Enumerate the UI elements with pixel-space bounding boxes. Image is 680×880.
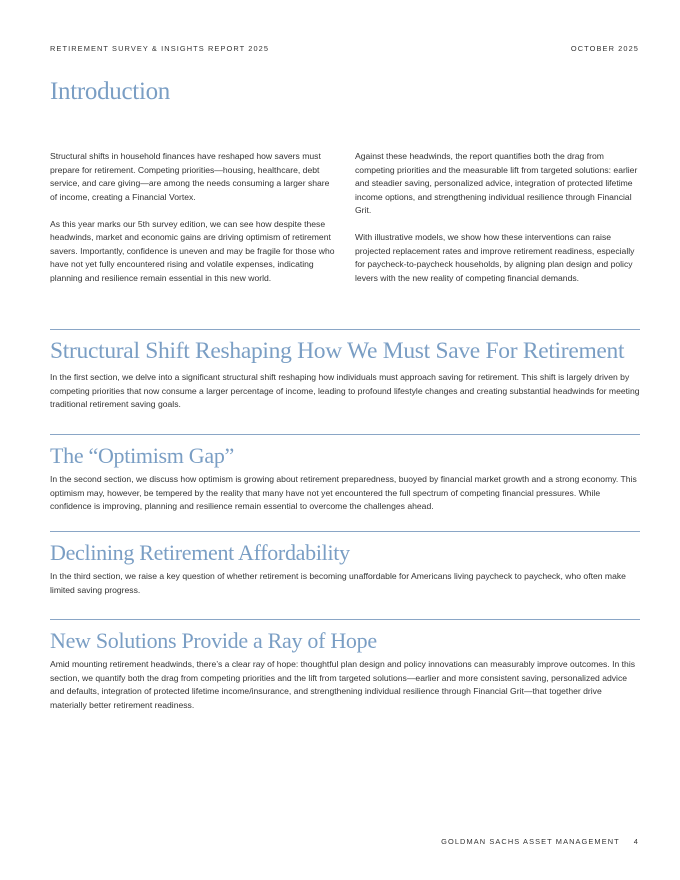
intro-column-left [50,150,335,299]
section-heading: Structural Shift Reshaping How We Must Save For Retirement [50,338,625,364]
section-body: Amid mounting retirement headwinds, there’s a clear ray of hope: thoughtful plan design and policy innovations can measurably improve outcomes. In this section, we quantify both the drag from competing priorities and the lift from targeted solutions—earlier and more consistent saving, personalized advice and defaults, integration of protected lifetime income/insurance, and strengthening individual resilience through Financial Grit—that together drive materially better retirement readiness. [50,659,636,710]
section-body: In the second section, we discuss how optimism is growing about retirement preparedness, buoyed by financial market growth and a strong economy. This optimism may, however, be tempered by the reality that many have not yet encountered the full spectrum of competing financial pressures. While confidence is improving, planning and resilience remain essential to overcome the challenges ahead. [50,474,637,511]
page-title: Introduction [50,78,170,105]
section-affordability [50,531,640,597]
section-divider [50,329,640,330]
section-optimism-gap [50,434,640,514]
section-heading: New Solutions Provide a Ray of Hope [50,628,377,653]
report-date: OCTOBER 2025 [570,44,639,53]
intro-paragraph: With illustrative models, we show how these interventions can raise projected replacement rates and improve retirement readiness, especially for paycheck-to-paycheck households, by aligning plan design and policy levers with the new reality of competing financial demands. [355,232,635,283]
section-body: In the third section, we raise a key question of whether retirement is becoming unaffordable for Americans living paycheck to paycheck, who often make limited saving progress. [50,571,626,595]
intro-paragraph: Against these headwinds, the report quantifies both the drag from competing priorities and the measurable lift from targeted solutions: earlier and steadier saving, personalized advice, integration of protected lifetime income options, and strengthening individual resilience through Financial Grit. [355,151,638,215]
intro-columns [50,150,640,299]
intro-column-right [355,150,640,299]
page-footer [441,837,639,846]
running-header [50,44,639,53]
section-divider [50,619,640,620]
intro-paragraph: As this year marks our 5th survey edition, we can see how despite these headwinds, market and economic gains are driving optimism of retirement savers. Importantly, confidence is uneven and may be fragile for those who have not yet fully encountered rising and volatile expenses, indicating planning and resilience remain essential in this new world. [50,218,335,283]
section-structural-shift [50,329,640,412]
section-divider [50,434,640,435]
report-title: RETIREMENT SURVEY & INSIGHTS REPORT 2025 [50,44,270,53]
section-heading: Declining Retirement Affordability [50,540,350,565]
section-body: In the first section, we delve into a significant structural shift reshaping how individuals must approach saving for retirement. This shift is largely driven by competing priorities that now consume a larger percentage of income, leading to profound lifestyle changes and creating substantial headwinds for meeting traditional retirement saving goals. [50,372,640,409]
page-number: 4 [633,837,639,846]
footer-organization: GOLDMAN SACHS ASSET MANAGEMENT [441,837,620,846]
intro-paragraph: Structural shifts in household finances have reshaped how savers must prepare for retirement. Competing priorities—housing, healthcare, debt service, and care giving—are among the needs consuming a larger share of income, creating a Financial Vortex. [50,151,330,202]
section-heading: The “Optimism Gap” [50,443,234,468]
section-divider [50,531,640,532]
section-new-solutions [50,619,640,712]
